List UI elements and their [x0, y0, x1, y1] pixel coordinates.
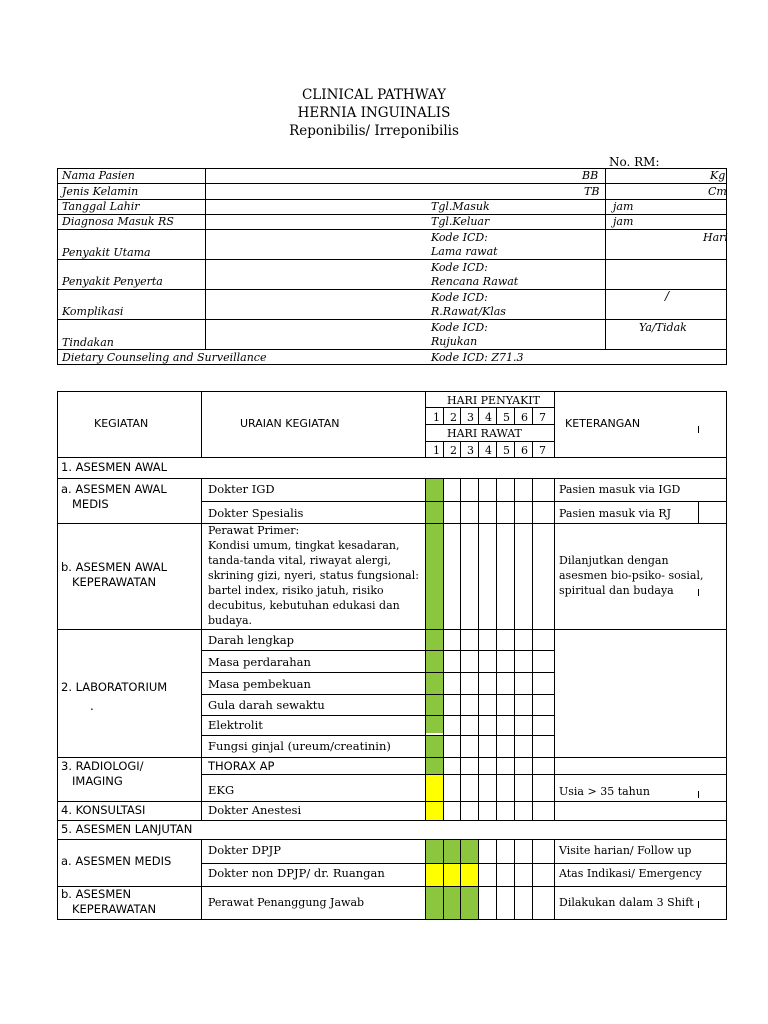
- patient-info-grid: [57, 168, 727, 365]
- lab-item: Masa perdarahan: [208, 655, 311, 669]
- rawat-day-6: 6: [521, 444, 528, 457]
- label-kode-icd-4: Kode ICD:: [431, 321, 488, 334]
- rawat-day-7: 7: [539, 444, 546, 457]
- label-cm: Cm: [708, 185, 727, 198]
- label-komplikasi: Komplikasi: [62, 305, 124, 318]
- label-bb: BB: [582, 169, 599, 182]
- label-jam-keluar: jam: [613, 215, 634, 228]
- label-slash: /: [665, 289, 670, 303]
- label-kode-icd-2: Kode ICD:: [431, 261, 488, 274]
- section-asesmen-lanjutan: 5. ASESMEN LANJUTAN: [61, 822, 193, 836]
- ket-shift: Dilakukan dalam 3 Shift: [559, 896, 694, 909]
- label-diagnosa-masuk: Diagnosa Masuk RS: [62, 215, 174, 228]
- label-kode-icd-3: Kode ICD:: [431, 291, 488, 304]
- item-dokter-non-dpjp: Dokter non DPJP/ dr. Ruangan: [208, 866, 385, 880]
- penyakit-day-3: 3: [467, 411, 474, 424]
- label-rencana-rawat: Rencana Rawat: [431, 275, 519, 288]
- lab-dot: .: [90, 699, 94, 713]
- lab-item: Darah lengkap: [208, 633, 294, 647]
- label-b-asesmen-1: b. ASESMEN: [61, 887, 132, 901]
- rawat-day-5: 5: [503, 444, 510, 457]
- header-hari-penyakit: HARI PENYAKIT: [447, 394, 540, 407]
- section-radiologi-2: IMAGING: [72, 774, 123, 788]
- pathway-table: [57, 391, 727, 920]
- lab-item: Fungsi ginjal (ureum/creatinin): [208, 739, 391, 753]
- rawat-day-1: 1: [433, 444, 440, 457]
- label-asesmen-kep-1: b. ASESMEN AWAL: [61, 560, 168, 574]
- rawat-day-3: 3: [467, 444, 474, 457]
- perawat-primer-line: tanda-tanda vital, riwayat alergi,: [208, 554, 392, 567]
- ket-kep-line: spiritual dan budaya: [559, 584, 674, 597]
- ket-pasien-rj: Pasien masuk via RJ: [559, 507, 672, 520]
- label-asesmen-kep-2: KEPERAWATAN: [72, 575, 157, 589]
- penyakit-day-6: 6: [521, 411, 528, 424]
- label-tb: TB: [584, 185, 600, 198]
- ket-kep-line: asesmen bio-psiko- sosial,: [559, 569, 704, 582]
- label-jam-masuk: jam: [613, 200, 634, 213]
- section-laboratorium: 2. LABORATORIUM: [61, 680, 168, 694]
- ket-visite: Visite harian/ Follow up: [559, 844, 692, 857]
- penyakit-day-7: 7: [539, 411, 546, 424]
- label-penyakit-penyerta: Penyakit Penyerta: [62, 275, 163, 288]
- title-hernia: HERNIA INGUINALIS: [297, 105, 451, 121]
- label-ya-tidak: Ya/Tidak: [639, 321, 687, 334]
- label-tindakan: Tindakan: [62, 336, 114, 349]
- label-tgl-keluar: Tgl.Keluar: [431, 215, 490, 228]
- rm-label: No. RM:: [609, 155, 660, 169]
- header-kegiatan: KEGIATAN: [94, 417, 149, 430]
- header-hari-rawat: HARI RAWAT: [447, 427, 522, 440]
- title-subtitle: Reponibilis/ Irreponibilis: [289, 123, 459, 139]
- title-clinical-pathway: CLINICAL PATHWAY: [301, 87, 447, 103]
- label-kg: Kg: [710, 169, 726, 182]
- ket-kep-line: Dilanjutkan dengan: [559, 554, 669, 567]
- label-tanggal-lahir: Tanggal Lahir: [62, 200, 140, 213]
- section-konsultasi: 4. KONSULTASI: [61, 803, 146, 817]
- perawat-primer-line: Kondisi umum, tingkat kesadaran,: [208, 539, 400, 552]
- patient-info-table: [57, 168, 727, 365]
- item-dokter-dpjp: Dokter DPJP: [208, 843, 281, 857]
- label-dietary: Dietary Counseling and Surveillance: [62, 351, 267, 364]
- label-asesmen-awal-medis-1: a. ASESMEN AWAL: [61, 482, 167, 496]
- ket-pasien-igd: Pasien masuk via IGD: [559, 483, 681, 496]
- penyakit-day-1: 1: [433, 411, 440, 424]
- penyakit-day-5: 5: [503, 411, 510, 424]
- perawat-primer-line: Perawat Primer:: [208, 524, 300, 537]
- item-dokter-spesialis: Dokter Spesialis: [208, 506, 304, 520]
- label-r-rawat-klas: R.Rawat/Klas: [431, 305, 506, 318]
- perawat-primer-line: budaya.: [208, 614, 252, 627]
- label-asesmen-medis: a. ASESMEN MEDIS: [61, 854, 172, 868]
- section-radiologi-1: 3. RADIOLOGI/: [61, 759, 144, 773]
- penyakit-day-2: 2: [450, 411, 457, 424]
- label-asesmen-awal-medis-2: MEDIS: [72, 497, 109, 511]
- perawat-primer-line: bartel index, risiko jatuh, risiko: [208, 584, 384, 597]
- item-perawat-pj: Perawat Penanggung Jawab: [208, 896, 365, 909]
- header-uraian: URAIAN KEGIATAN: [240, 417, 340, 430]
- label-tgl-masuk: Tgl.Masuk: [431, 200, 490, 213]
- label-penyakit-utama: Penyakit Utama: [62, 246, 151, 259]
- section-asesmen-awal: 1. ASESMEN AWAL: [61, 460, 168, 474]
- label-hari: Hari: [703, 231, 728, 244]
- label-jenis-kelamin: Jenis Kelamin: [62, 185, 139, 198]
- lab-item: Elektrolit: [208, 718, 263, 732]
- item-thorax-ap: THORAX AP: [208, 759, 275, 773]
- item-dokter-igd: Dokter IGD: [208, 482, 275, 496]
- rawat-day-4: 4: [485, 444, 492, 457]
- label-kode-icd-z713: Kode ICD: Z71.3: [431, 351, 524, 364]
- penyakit-day-4: 4: [485, 411, 492, 424]
- item-ekg: EKG: [208, 783, 235, 797]
- perawat-primer-line: decubitus, kebutuhan edukasi dan: [208, 599, 400, 612]
- label-b-asesmen-2: KEPERAWATAN: [72, 902, 157, 916]
- ket-indikasi: Atas Indikasi/ Emergency: [559, 867, 702, 880]
- rawat-day-2: 2: [450, 444, 457, 457]
- lab-item: Gula darah sewaktu: [208, 698, 325, 712]
- item-dokter-anestesi: Dokter Anestesi: [208, 803, 302, 817]
- lab-item: Masa pembekuan: [208, 677, 311, 691]
- label-kode-icd-1: Kode ICD:: [431, 231, 488, 244]
- ket-usia: Usia > 35 tahun: [559, 785, 650, 798]
- label-nama-pasien: Nama Pasien: [62, 169, 135, 182]
- header-keterangan: KETERANGAN: [565, 417, 641, 430]
- label-rujukan: Rujukan: [431, 335, 478, 348]
- label-lama-rawat: Lama rawat: [431, 245, 498, 258]
- perawat-primer-line: skrining gizi, nyeri, status fungsional:: [208, 569, 419, 582]
